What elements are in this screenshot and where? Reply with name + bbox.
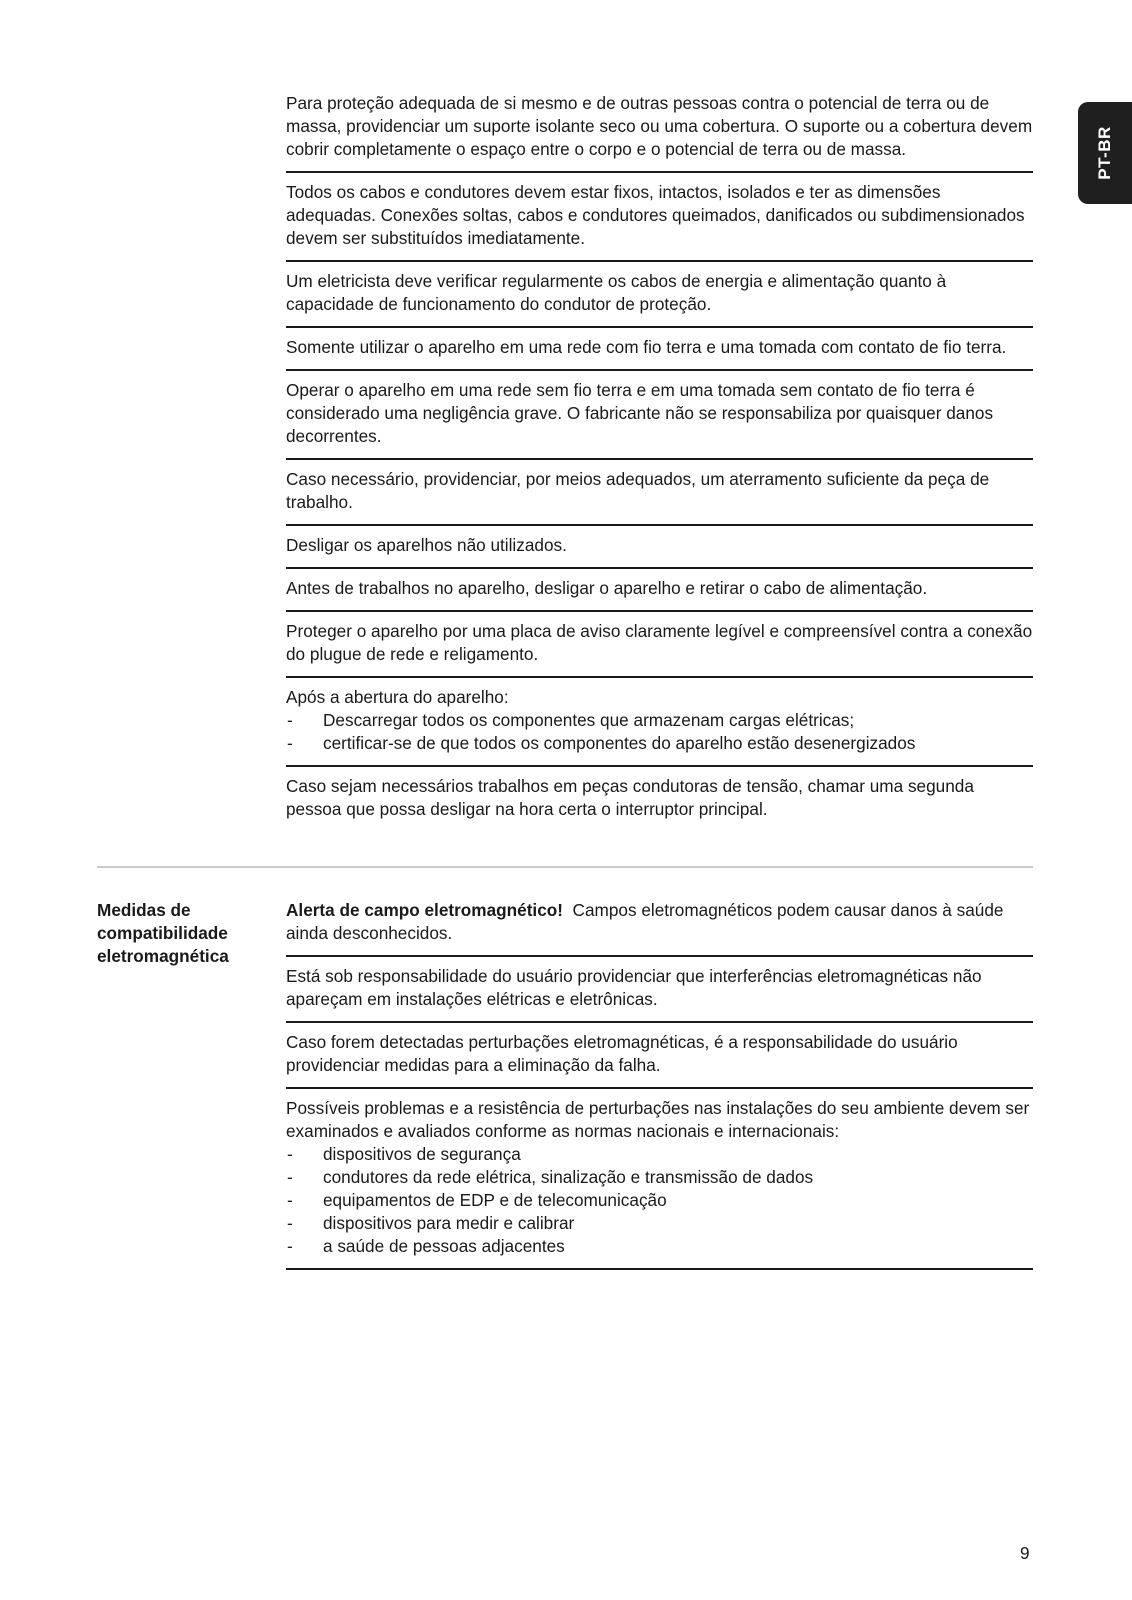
list-item-text: dispositivos para medir e calibrar <box>323 1213 575 1233</box>
alert-paragraph <box>286 899 1033 945</box>
text-block <box>286 336 1033 371</box>
alert-text: Campos eletromagnéticos podem causar danos à saúde ainda desconhecidos. <box>286 900 1004 943</box>
list-intro: Possíveis problemas e a resistência de perturbações nas instalações do seu ambiente devem ser examinados e avaliados conforme as normas nacionais e internacionais: <box>286 1098 1030 1141</box>
list-dash: - <box>287 1213 293 1233</box>
paragraph: Um eletricista deve verificar regularmente os cabos de energia e alimentação quanto à capacidade de funcionamento do condutor de proteção. <box>286 271 947 314</box>
text-block <box>286 92 1033 173</box>
list-item <box>286 732 1033 755</box>
list-dash: - <box>287 1236 293 1256</box>
list-dash: - <box>287 1167 293 1187</box>
text-block <box>286 270 1033 328</box>
paragraph: Proteger o aparelho por uma placa de aviso claramente legível e compreensível contra a conexão do plugue de rede e religamento. <box>286 621 1033 664</box>
list-item <box>286 709 1033 732</box>
list-dash: - <box>287 710 293 730</box>
emc-section <box>286 899 1033 1278</box>
list-item-text: certificar-se de que todos os componentes do aparelho estão desenergizados <box>323 733 916 753</box>
text-block <box>286 379 1033 460</box>
language-tab <box>1078 102 1132 204</box>
paragraph: Caso necessário, providenciar, por meios adequados, um aterramento suficiente da peça de trabalho. <box>286 469 990 512</box>
text-block <box>286 468 1033 526</box>
list-dash: - <box>287 1144 293 1164</box>
list-item <box>286 1212 1033 1235</box>
list-item-text: a saúde de pessoas adjacentes <box>323 1236 565 1256</box>
section-heading: Medidas de compatibilidade eletromagnética <box>97 900 229 966</box>
text-block <box>286 534 1033 569</box>
language-tab-label: PT-BR <box>1095 126 1114 180</box>
text-block <box>286 577 1033 612</box>
paragraph: Desligar os aparelhos não utilizados. <box>286 535 567 555</box>
list-item <box>286 1143 1033 1166</box>
list-item-text: Descarregar todos os componentes que armazenam cargas elétricas; <box>323 710 855 730</box>
list-item-text: dispositivos de segurança <box>323 1144 521 1164</box>
problems-block <box>286 1097 1033 1270</box>
list-dash: - <box>287 733 293 753</box>
section-divider <box>97 866 1033 868</box>
list-item-text: equipamentos de EDP e de telecomunicação <box>323 1190 667 1210</box>
list-intro: Após a abertura do aparelho: <box>286 687 509 707</box>
text-block <box>286 965 1033 1023</box>
paragraph: Caso sejam necessários trabalhos em peças condutoras de tensão, chamar uma segunda pessoa que possa desligar na hora certa o interruptor principal. <box>286 776 974 819</box>
text-block <box>286 1031 1033 1089</box>
paragraph: Antes de trabalhos no aparelho, desligar o aparelho e retirar o cabo de alimentação. <box>286 578 928 598</box>
list-item-text: condutores da rede elétrica, sinalização e transmissão de dados <box>323 1167 814 1187</box>
paragraph: Está sob responsabilidade do usuário providenciar que interferências eletromagnéticas não apareçam em instalações elétricas e eletrônicas. <box>286 966 982 1009</box>
after-opening-block <box>286 686 1033 767</box>
paragraph: Todos os cabos e condutores devem estar fixos, intactos, isolados e ter as dimensões adequadas. Conexões soltas, cabos e condutores queimados, danificados ou subdimensionados devem ser substituídos imediatamente. <box>286 182 1025 248</box>
safety-section <box>286 92 1033 839</box>
text-block <box>286 620 1033 678</box>
list-item <box>286 1166 1033 1189</box>
alert-heading: Alerta de campo eletromagnético! <box>286 900 563 920</box>
alert-block <box>286 899 1033 957</box>
paragraph: Operar o aparelho em uma rede sem fio terra e em uma tomada sem contato de fio terra é considerado uma negligência grave. O fabricante não se responsabiliza por quaisquer danos decorrentes. <box>286 380 994 446</box>
list-item <box>286 1189 1033 1212</box>
page-number: 9 <box>1020 1543 1030 1563</box>
paragraph: Para proteção adequada de si mesmo e de outras pessoas contra o potencial de terra ou de massa, providenciar um suporte isolante seco ou uma cobertura. O suporte ou a cobertura devem cobrir completamente o espaço entre o corpo e o potencial de terra ou de massa. <box>286 93 1033 159</box>
text-block <box>286 181 1033 262</box>
paragraph: Somente utilizar o aparelho em uma rede com fio terra e uma tomada com contato de fio terra. <box>286 337 1007 357</box>
list-dash: - <box>287 1190 293 1210</box>
paragraph: Caso forem detectadas perturbações eletromagnéticas, é a responsabilidade do usuário providenciar medidas para a eliminação da falha. <box>286 1032 958 1075</box>
list-item <box>286 1235 1033 1258</box>
text-block <box>286 775 1033 831</box>
